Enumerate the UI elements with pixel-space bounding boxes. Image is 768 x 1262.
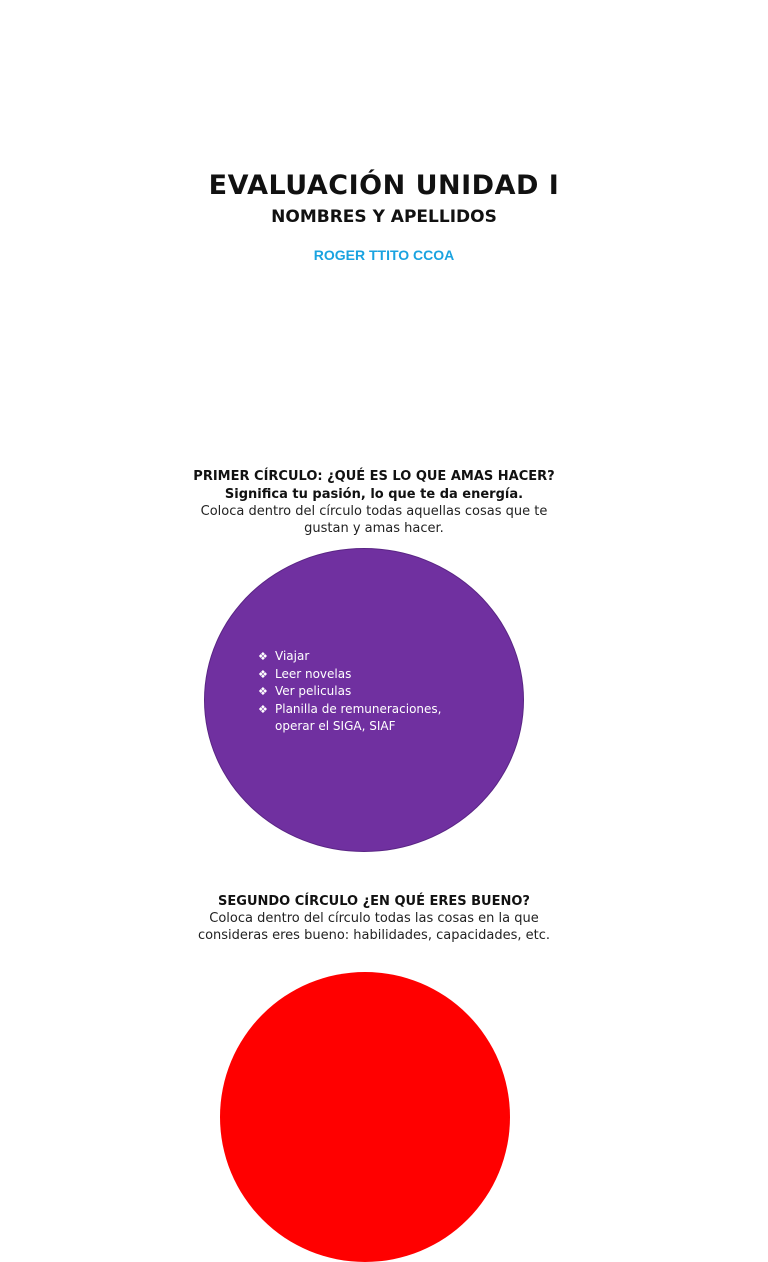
second-circle-heading: SEGUNDO CÍRCULO ¿EN QUÉ ERES BUENO? [218, 894, 530, 909]
second-circle-instructions: Coloca dentro del círculo todas las cosas en la que consideras eres bueno: habilidades, capacidades, etc. [197, 911, 551, 943]
list-item-label: Viajar [275, 649, 310, 663]
first-circle-subheading: Significa tu pasión, lo que te da energía. [224, 487, 524, 502]
diamond-bullet-icon: ❖ [258, 650, 268, 663]
document-title: EVALUACIÓN UNIDAD I [208, 170, 560, 201]
diamond-bullet-icon: ❖ [258, 685, 268, 698]
list-item-label: Ver peliculas [275, 684, 352, 698]
list-item [258, 683, 458, 701]
passion-list [258, 648, 458, 736]
first-circle-heading: PRIMER CÍRCULO: ¿QUÉ ES LO QUE AMAS HACER? [193, 469, 555, 484]
first-circle-instructions: Coloca dentro del círculo todas aquellas cosas que te gustan y amas hacer. [200, 504, 548, 536]
list-item-label: Planilla de remuneraciones, operar el SIGA, SIAF [275, 701, 442, 733]
student-name: ROGER TTITO CCOA [313, 247, 455, 263]
list-item [258, 701, 458, 736]
names-label: NOMBRES Y APELLIDOS [271, 207, 497, 227]
list-item [258, 666, 458, 684]
diamond-bullet-icon: ❖ [258, 667, 268, 681]
list-item [258, 648, 458, 666]
diamond-bullet-icon: ❖ [258, 702, 268, 716]
list-item-label: Leer novelas [275, 666, 352, 681]
skills-circle [220, 972, 510, 1262]
